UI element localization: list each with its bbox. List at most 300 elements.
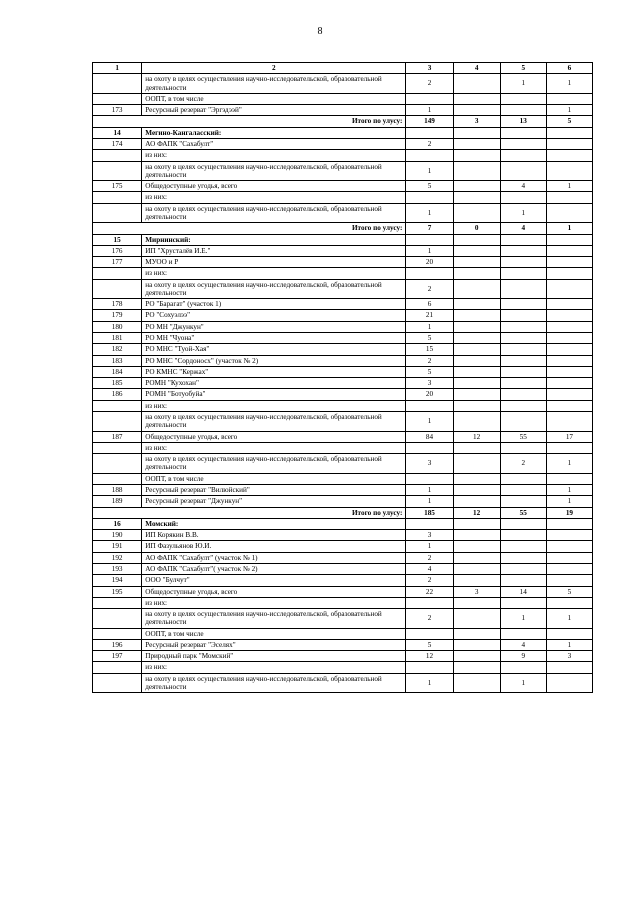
cell-c3: 1 bbox=[406, 161, 453, 181]
cell-c1: 177 bbox=[93, 257, 142, 268]
cell-c3: 6 bbox=[406, 299, 453, 310]
cell-c3 bbox=[406, 93, 453, 104]
cell-c4 bbox=[453, 321, 500, 332]
cell-c5 bbox=[500, 299, 546, 310]
cell-c3: 3 bbox=[406, 378, 453, 389]
cell-c2: на охоту в целях осуществления научно-исследовательской, образовательной деятельности bbox=[142, 203, 406, 223]
total-cell-c5: 55 bbox=[500, 507, 546, 518]
cell-c6 bbox=[546, 530, 592, 541]
cell-c2: АО ФАПК "Сахабулт"( участок № 2) bbox=[142, 563, 406, 574]
cell-c2: из них: bbox=[142, 192, 406, 203]
page-number: 8 bbox=[317, 26, 323, 37]
district-row bbox=[93, 127, 593, 138]
table-row bbox=[93, 389, 593, 400]
cell-c6 bbox=[546, 138, 592, 149]
cell-c3 bbox=[406, 662, 453, 673]
cell-c4 bbox=[453, 597, 500, 608]
cell-c4 bbox=[453, 412, 500, 432]
cell-c1: 178 bbox=[93, 299, 142, 310]
cell-c1: 194 bbox=[93, 575, 142, 586]
cell-c1: 193 bbox=[93, 563, 142, 574]
cell-c4 bbox=[453, 454, 500, 474]
cell-c6 bbox=[546, 127, 592, 138]
cell-c2: Ресурсный резерват "Эргэдээй" bbox=[142, 105, 406, 116]
cell-c6: 1 bbox=[546, 484, 592, 495]
cell-c1 bbox=[93, 662, 142, 673]
cell-c5 bbox=[500, 93, 546, 104]
cell-c6 bbox=[546, 192, 592, 203]
cell-c5 bbox=[500, 484, 546, 495]
table-row bbox=[93, 257, 593, 268]
cell-c3: 2 bbox=[406, 552, 453, 563]
cell-c5: 1 bbox=[500, 74, 546, 94]
cell-c2: Мирнинский: bbox=[142, 234, 406, 245]
cell-c6 bbox=[546, 473, 592, 484]
cell-c3: 1 bbox=[406, 496, 453, 507]
cell-c5 bbox=[500, 597, 546, 608]
cell-c1: 176 bbox=[93, 245, 142, 256]
cell-c6 bbox=[546, 257, 592, 268]
cell-c1 bbox=[93, 268, 142, 279]
header-cell-3: 3 bbox=[406, 63, 453, 74]
cell-c6: 3 bbox=[546, 651, 592, 662]
cell-c2: МУОО и Р bbox=[142, 257, 406, 268]
cell-c2: РО "Барагат" (участок 1) bbox=[142, 299, 406, 310]
cell-c3: 1 bbox=[406, 541, 453, 552]
cell-c1 bbox=[93, 192, 142, 203]
cell-c5 bbox=[500, 541, 546, 552]
cell-c6 bbox=[546, 366, 592, 377]
table-row bbox=[93, 355, 593, 366]
cell-c5 bbox=[500, 268, 546, 279]
total-label: Итого по улусу: bbox=[93, 116, 406, 127]
cell-c5 bbox=[500, 389, 546, 400]
table-row bbox=[93, 310, 593, 321]
table-row bbox=[93, 299, 593, 310]
cell-c1: 183 bbox=[93, 355, 142, 366]
cell-c6 bbox=[546, 541, 592, 552]
cell-c5 bbox=[500, 192, 546, 203]
cell-c4 bbox=[453, 299, 500, 310]
cell-c4 bbox=[453, 161, 500, 181]
cell-c6: 1 bbox=[546, 181, 592, 192]
cell-c1: 188 bbox=[93, 484, 142, 495]
table-row bbox=[93, 268, 593, 279]
cell-c1: 179 bbox=[93, 310, 142, 321]
cell-c2: из них: bbox=[142, 400, 406, 411]
table-row bbox=[93, 651, 593, 662]
cell-c2: на охоту в целях осуществления научно-исследовательской, образовательной деятельности bbox=[142, 673, 406, 693]
cell-c1 bbox=[93, 93, 142, 104]
header-cell-2: 2 bbox=[142, 63, 406, 74]
cell-c3: 5 bbox=[406, 181, 453, 192]
cell-c1 bbox=[93, 597, 142, 608]
cell-c1: 191 bbox=[93, 541, 142, 552]
total-cell-c4: 0 bbox=[453, 223, 500, 234]
header-cell-6: 6 bbox=[546, 63, 592, 74]
cell-c3: 21 bbox=[406, 310, 453, 321]
district-row bbox=[93, 518, 593, 529]
cell-c1: 186 bbox=[93, 389, 142, 400]
cell-c1 bbox=[93, 673, 142, 693]
cell-c3: 2 bbox=[406, 74, 453, 94]
cell-c4 bbox=[453, 575, 500, 586]
cell-c5 bbox=[500, 234, 546, 245]
cell-c3: 1 bbox=[406, 203, 453, 223]
cell-c6 bbox=[546, 412, 592, 432]
cell-c2: на охоту в целях осуществления научно-исследовательской, образовательной деятельности bbox=[142, 454, 406, 474]
cell-c5: 55 bbox=[500, 431, 546, 442]
cell-c1: 196 bbox=[93, 639, 142, 650]
cell-c2: Ресурсный резерват "Вилюйский" bbox=[142, 484, 406, 495]
cell-c3: 3 bbox=[406, 454, 453, 474]
cell-c1: 185 bbox=[93, 378, 142, 389]
cell-c2: Момский: bbox=[142, 518, 406, 529]
cell-c4 bbox=[453, 552, 500, 563]
cell-c4 bbox=[453, 366, 500, 377]
cell-c4 bbox=[453, 310, 500, 321]
cell-c1 bbox=[93, 628, 142, 639]
cell-c6 bbox=[546, 279, 592, 299]
cell-c2: ООО "Булчут" bbox=[142, 575, 406, 586]
table-row bbox=[93, 93, 593, 104]
cell-c4 bbox=[453, 389, 500, 400]
cell-c4 bbox=[453, 192, 500, 203]
table-row bbox=[93, 192, 593, 203]
cell-c5 bbox=[500, 321, 546, 332]
cell-c6 bbox=[546, 400, 592, 411]
cell-c3: 1 bbox=[406, 245, 453, 256]
cell-c3 bbox=[406, 518, 453, 529]
cell-c3: 84 bbox=[406, 431, 453, 442]
cell-c6: 5 bbox=[546, 586, 592, 597]
cell-c3: 1 bbox=[406, 412, 453, 432]
cell-c4 bbox=[453, 639, 500, 650]
cell-c2: на охоту в целях осуществления научно-исследовательской, образовательной деятельности bbox=[142, 412, 406, 432]
cell-c3: 3 bbox=[406, 530, 453, 541]
table-row bbox=[93, 628, 593, 639]
total-row bbox=[93, 116, 593, 127]
cell-c4 bbox=[453, 344, 500, 355]
cell-c2: РО МНС "Туой-Хая" bbox=[142, 344, 406, 355]
cell-c6 bbox=[546, 597, 592, 608]
cell-c2: из них: bbox=[142, 597, 406, 608]
cell-c6: 1 bbox=[546, 639, 592, 650]
cell-c6 bbox=[546, 310, 592, 321]
cell-c3 bbox=[406, 473, 453, 484]
cell-c5 bbox=[500, 257, 546, 268]
cell-c5 bbox=[500, 518, 546, 529]
cell-c6 bbox=[546, 518, 592, 529]
cell-c1: 173 bbox=[93, 105, 142, 116]
total-cell-c3: 7 bbox=[406, 223, 453, 234]
table-row bbox=[93, 639, 593, 650]
cell-c5 bbox=[500, 310, 546, 321]
cell-c5 bbox=[500, 355, 546, 366]
total-label: Итого по улусу: bbox=[93, 507, 406, 518]
cell-c1: 15 bbox=[93, 234, 142, 245]
cell-c5 bbox=[500, 127, 546, 138]
table-row bbox=[93, 378, 593, 389]
cell-c1: 197 bbox=[93, 651, 142, 662]
total-cell-c6: 19 bbox=[546, 507, 592, 518]
cell-c2: на охоту в целях осуществления научно-исследовательской, образовательной деятельности bbox=[142, 609, 406, 629]
cell-c3: 22 bbox=[406, 586, 453, 597]
table-row bbox=[93, 279, 593, 299]
table-row bbox=[93, 344, 593, 355]
cell-c1 bbox=[93, 161, 142, 181]
cell-c5 bbox=[500, 552, 546, 563]
table-row bbox=[93, 321, 593, 332]
cell-c2: АО ФАПК "Сахабулт" (участок № 1) bbox=[142, 552, 406, 563]
total-label: Итого по улусу: bbox=[93, 223, 406, 234]
table-row bbox=[93, 442, 593, 453]
cell-c5 bbox=[500, 150, 546, 161]
cell-c5 bbox=[500, 245, 546, 256]
cell-c3: 5 bbox=[406, 639, 453, 650]
header-cell-4: 4 bbox=[453, 63, 500, 74]
cell-c3: 2 bbox=[406, 609, 453, 629]
cell-c2: на охоту в целях осуществления научно-исследовательской, образовательной деятельности bbox=[142, 74, 406, 94]
cell-c3: 2 bbox=[406, 279, 453, 299]
cell-c4 bbox=[453, 563, 500, 574]
cell-c5 bbox=[500, 161, 546, 181]
cell-c6 bbox=[546, 268, 592, 279]
cell-c5 bbox=[500, 442, 546, 453]
cell-c3 bbox=[406, 400, 453, 411]
cell-c1: 175 bbox=[93, 181, 142, 192]
cell-c1 bbox=[93, 279, 142, 299]
table-row bbox=[93, 150, 593, 161]
cell-c2: Ресурсный резерват "Эселях" bbox=[142, 639, 406, 650]
district-row bbox=[93, 234, 593, 245]
cell-c2: Общедоступные угодья, всего bbox=[142, 586, 406, 597]
table-row bbox=[93, 597, 593, 608]
table-row bbox=[93, 484, 593, 495]
cell-c6 bbox=[546, 321, 592, 332]
cell-c6: 1 bbox=[546, 105, 592, 116]
cell-c6 bbox=[546, 389, 592, 400]
cell-c5 bbox=[500, 563, 546, 574]
cell-c4 bbox=[453, 93, 500, 104]
cell-c6: 17 bbox=[546, 431, 592, 442]
cell-c6: 1 bbox=[546, 496, 592, 507]
cell-c3 bbox=[406, 127, 453, 138]
cell-c5 bbox=[500, 333, 546, 344]
cell-c5 bbox=[500, 279, 546, 299]
cell-c3: 2 bbox=[406, 575, 453, 586]
cell-c2: ООПТ, в том числе bbox=[142, 93, 406, 104]
cell-c5 bbox=[500, 366, 546, 377]
cell-c6 bbox=[546, 299, 592, 310]
cell-c4 bbox=[453, 355, 500, 366]
cell-c1: 16 bbox=[93, 518, 142, 529]
table-row bbox=[93, 400, 593, 411]
hunting-grounds-table bbox=[92, 62, 593, 693]
cell-c5 bbox=[500, 344, 546, 355]
cell-c5: 2 bbox=[500, 454, 546, 474]
cell-c4 bbox=[453, 105, 500, 116]
table-row bbox=[93, 496, 593, 507]
table-row bbox=[93, 563, 593, 574]
cell-c4 bbox=[453, 651, 500, 662]
cell-c2: на охоту в целях осуществления научно-исследовательской, образовательной деятельности bbox=[142, 279, 406, 299]
table-row bbox=[93, 105, 593, 116]
table-row bbox=[93, 530, 593, 541]
cell-c4 bbox=[453, 181, 500, 192]
total-cell-c3: 149 bbox=[406, 116, 453, 127]
cell-c5 bbox=[500, 628, 546, 639]
cell-c2: РО МН "Чуона" bbox=[142, 333, 406, 344]
cell-c6 bbox=[546, 552, 592, 563]
cell-c3 bbox=[406, 234, 453, 245]
cell-c1: 190 bbox=[93, 530, 142, 541]
cell-c5 bbox=[500, 575, 546, 586]
cell-c6 bbox=[546, 662, 592, 673]
cell-c5 bbox=[500, 496, 546, 507]
cell-c3: 1 bbox=[406, 321, 453, 332]
cell-c4 bbox=[453, 518, 500, 529]
cell-c5 bbox=[500, 662, 546, 673]
cell-c4: 12 bbox=[453, 431, 500, 442]
cell-c5: 4 bbox=[500, 639, 546, 650]
cell-c1: 174 bbox=[93, 138, 142, 149]
cell-c3: 2 bbox=[406, 355, 453, 366]
cell-c6 bbox=[546, 234, 592, 245]
cell-c2: Мегино-Кангаласский: bbox=[142, 127, 406, 138]
cell-c5 bbox=[500, 412, 546, 432]
cell-c2: ООПТ, в том числе bbox=[142, 628, 406, 639]
cell-c3: 5 bbox=[406, 333, 453, 344]
cell-c4: 3 bbox=[453, 586, 500, 597]
table-row bbox=[93, 662, 593, 673]
cell-c4 bbox=[453, 234, 500, 245]
table-row bbox=[93, 552, 593, 563]
cell-c5: 14 bbox=[500, 586, 546, 597]
table-body bbox=[93, 63, 593, 693]
cell-c1: 14 bbox=[93, 127, 142, 138]
table-header-row bbox=[93, 63, 593, 74]
table-row bbox=[93, 138, 593, 149]
total-cell-c4: 12 bbox=[453, 507, 500, 518]
cell-c1 bbox=[93, 473, 142, 484]
cell-c3 bbox=[406, 597, 453, 608]
cell-c5: 1 bbox=[500, 203, 546, 223]
cell-c5 bbox=[500, 400, 546, 411]
cell-c4 bbox=[453, 484, 500, 495]
cell-c6 bbox=[546, 344, 592, 355]
table-row bbox=[93, 473, 593, 484]
cell-c3: 1 bbox=[406, 484, 453, 495]
cell-c5 bbox=[500, 138, 546, 149]
cell-c4 bbox=[453, 203, 500, 223]
cell-c6 bbox=[546, 628, 592, 639]
cell-c1: 189 bbox=[93, 496, 142, 507]
total-cell-c3: 185 bbox=[406, 507, 453, 518]
cell-c6 bbox=[546, 150, 592, 161]
cell-c6 bbox=[546, 378, 592, 389]
cell-c2: ООПТ, в том числе bbox=[142, 473, 406, 484]
cell-c2: ИП Фазульянов Ю.И. bbox=[142, 541, 406, 552]
table-row bbox=[93, 431, 593, 442]
cell-c3: 1 bbox=[406, 673, 453, 693]
total-row bbox=[93, 223, 593, 234]
cell-c5 bbox=[500, 530, 546, 541]
cell-c6 bbox=[546, 673, 592, 693]
total-cell-c6: 5 bbox=[546, 116, 592, 127]
cell-c1 bbox=[93, 454, 142, 474]
table-row bbox=[93, 586, 593, 597]
cell-c4 bbox=[453, 127, 500, 138]
cell-c4 bbox=[453, 673, 500, 693]
cell-c1: 192 bbox=[93, 552, 142, 563]
cell-c4 bbox=[453, 268, 500, 279]
table-row bbox=[93, 333, 593, 344]
cell-c6 bbox=[546, 442, 592, 453]
cell-c4 bbox=[453, 74, 500, 94]
table-row bbox=[93, 181, 593, 192]
table-row bbox=[93, 609, 593, 629]
cell-c4 bbox=[453, 333, 500, 344]
cell-c4 bbox=[453, 150, 500, 161]
cell-c2: ИП Корякин В.В. bbox=[142, 530, 406, 541]
cell-c1: 182 bbox=[93, 344, 142, 355]
cell-c2: РО МН "Джункун" bbox=[142, 321, 406, 332]
cell-c3 bbox=[406, 192, 453, 203]
cell-c2: Ресурсный резерват "Джункун" bbox=[142, 496, 406, 507]
table-row bbox=[93, 203, 593, 223]
cell-c2: РОМН "Кухохан" bbox=[142, 378, 406, 389]
table-row bbox=[93, 575, 593, 586]
cell-c3 bbox=[406, 628, 453, 639]
cell-c3: 5 bbox=[406, 366, 453, 377]
cell-c6 bbox=[546, 93, 592, 104]
cell-c4 bbox=[453, 609, 500, 629]
cell-c4 bbox=[453, 257, 500, 268]
cell-c1: 181 bbox=[93, 333, 142, 344]
cell-c5: 9 bbox=[500, 651, 546, 662]
cell-c2: Общедоступные угодья, всего bbox=[142, 181, 406, 192]
cell-c4 bbox=[453, 628, 500, 639]
cell-c4 bbox=[453, 662, 500, 673]
cell-c4 bbox=[453, 245, 500, 256]
cell-c2: РО МНС "Сордоносх" (участок № 2) bbox=[142, 355, 406, 366]
cell-c5: 1 bbox=[500, 609, 546, 629]
cell-c5 bbox=[500, 378, 546, 389]
cell-c1: 184 bbox=[93, 366, 142, 377]
header-cell-1: 1 bbox=[93, 63, 142, 74]
cell-c2: из них: bbox=[142, 150, 406, 161]
table-row bbox=[93, 74, 593, 94]
cell-c3: 4 bbox=[406, 563, 453, 574]
cell-c6 bbox=[546, 245, 592, 256]
cell-c2: Природный парк "Момский" bbox=[142, 651, 406, 662]
cell-c3 bbox=[406, 268, 453, 279]
cell-c6 bbox=[546, 355, 592, 366]
total-row bbox=[93, 507, 593, 518]
cell-c2: ИП "Хрусталёв И.Е." bbox=[142, 245, 406, 256]
total-cell-c6: 1 bbox=[546, 223, 592, 234]
cell-c6 bbox=[546, 333, 592, 344]
cell-c1 bbox=[93, 442, 142, 453]
cell-c1 bbox=[93, 412, 142, 432]
cell-c4 bbox=[453, 442, 500, 453]
cell-c3: 12 bbox=[406, 651, 453, 662]
header-cell-5: 5 bbox=[500, 63, 546, 74]
table-row bbox=[93, 673, 593, 693]
cell-c4 bbox=[453, 400, 500, 411]
cell-c2: Общедоступные угодья, всего bbox=[142, 431, 406, 442]
